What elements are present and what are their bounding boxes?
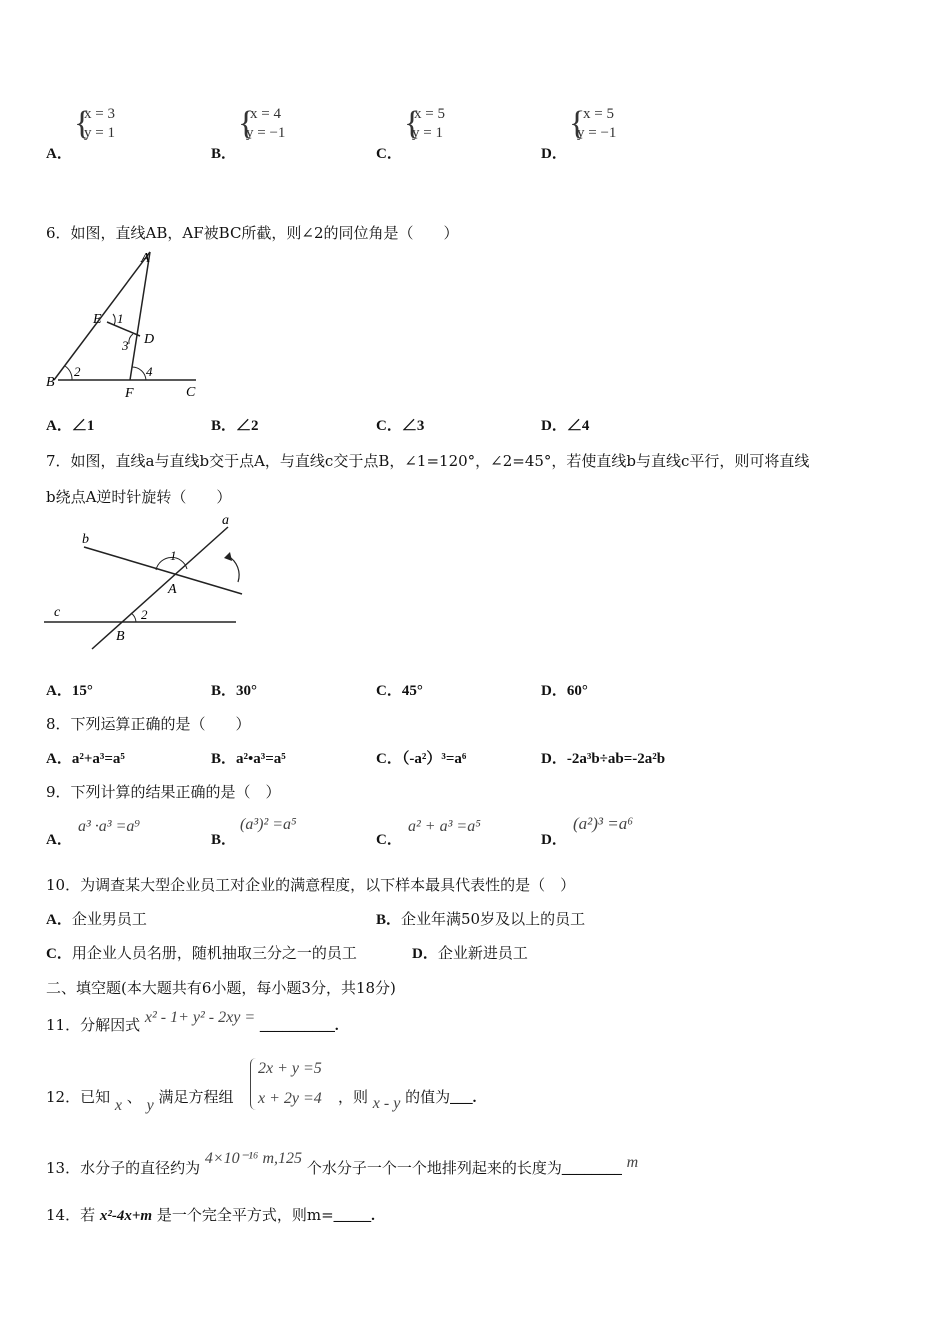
q12-suffix: 的值为 xyxy=(405,1088,451,1106)
option-text: ∠2 xyxy=(236,418,259,434)
q13-unit: m xyxy=(626,1154,639,1171)
q7-figure xyxy=(44,512,244,652)
option-label: C． xyxy=(376,418,402,434)
q9-option-c-expr: a² + a³ =a⁵ xyxy=(408,818,481,835)
q10-option-d[interactable] xyxy=(412,942,528,963)
equation-line: x = 5 xyxy=(583,106,614,122)
q12-system xyxy=(250,1054,345,1114)
q8-option-d[interactable] xyxy=(541,747,665,768)
option-text: 15° xyxy=(71,683,93,699)
equation-line: x = 3 xyxy=(84,106,115,122)
q5-option-a-system xyxy=(74,104,134,146)
option-label: B． xyxy=(211,832,237,848)
option-text: -2a³b÷ab=-2a²b xyxy=(566,751,666,767)
option-label: D． xyxy=(541,418,567,434)
point-c-label: C xyxy=(186,385,196,400)
option-label: D． xyxy=(412,946,438,962)
q11 xyxy=(46,1009,339,1035)
q14-prefix: 14．若 xyxy=(46,1206,96,1224)
q8-stem: 8．下列运算正确的是（ ） xyxy=(46,715,251,733)
q14-end: . xyxy=(371,1208,375,1224)
q13-prefix: 13．水分子的直径约为 xyxy=(46,1159,201,1177)
option-label: D． xyxy=(541,146,567,162)
q13 xyxy=(46,1150,639,1178)
arrow-head-icon xyxy=(224,552,232,561)
option-text: 用企业人员名册，随机抽取三分之一的员工 xyxy=(71,944,357,962)
line-a-label: a xyxy=(222,513,229,528)
q9-option-b-expr: (a³)² =a⁵ xyxy=(240,816,297,833)
equation-line: y = 1 xyxy=(412,125,443,141)
q12-var-y: y xyxy=(146,1097,154,1114)
q14-expr: x²-4x+m xyxy=(99,1208,153,1224)
option-label: A． xyxy=(46,751,72,767)
point-b-label: B xyxy=(46,375,55,390)
angle-1-arc xyxy=(113,314,115,325)
q9-option-d[interactable] xyxy=(541,828,567,849)
q5-option-d[interactable] xyxy=(541,142,567,163)
angle-4-label: 4 xyxy=(146,364,153,379)
q11-prefix: 11．分解因式 xyxy=(46,1016,141,1034)
q5-option-c[interactable] xyxy=(376,142,402,163)
q12-end: . xyxy=(472,1090,477,1106)
q8-option-c[interactable] xyxy=(376,747,466,768)
option-label: D． xyxy=(541,683,567,699)
line-c-label: c xyxy=(54,605,61,620)
q12-var-x: x xyxy=(114,1097,122,1114)
option-label: B． xyxy=(211,751,237,767)
q9-option-b[interactable] xyxy=(211,828,236,849)
q13-mid: 个水分子一个一个地排列起来的长度为 xyxy=(306,1159,562,1177)
equation-line: y = 1 xyxy=(84,125,115,141)
option-label: B． xyxy=(211,418,237,434)
q10-option-b[interactable] xyxy=(376,908,585,929)
option-label: C． xyxy=(376,683,402,699)
option-label: A． xyxy=(46,418,72,434)
line-a xyxy=(92,527,228,649)
option-label: C． xyxy=(376,146,402,162)
point-e-label: E xyxy=(93,312,102,327)
q7-stem-line2: b绕点A逆时针旋转（ ） xyxy=(46,488,232,506)
line-ab xyxy=(54,252,150,380)
q10-option-c[interactable] xyxy=(46,942,357,963)
line-af xyxy=(130,252,150,380)
angle-2-label: 2 xyxy=(141,607,148,622)
q7-option-d[interactable] xyxy=(541,679,588,700)
q9-option-a-expr: a³ ·a³ =a⁹ xyxy=(78,818,140,835)
section-heading: 二、填空题(本大题共有6小题，每小题3分，共18分) xyxy=(46,979,396,997)
q9-stem: 9．下列计算的结果正确的是（ ） xyxy=(46,783,281,801)
option-text: ∠4 xyxy=(566,418,590,434)
option-text: 企业年满50岁及以上的员工 xyxy=(401,910,586,928)
q12-eq1: 2x + y =5 xyxy=(258,1060,322,1077)
angle-2-arc xyxy=(131,613,136,622)
option-label: C． xyxy=(376,751,402,767)
point-a-label: A xyxy=(141,251,150,266)
equation-line: y = −1 xyxy=(577,125,617,141)
q6-option-c[interactable] xyxy=(376,414,424,435)
point-b-label: B xyxy=(116,629,125,644)
point-d-label: D xyxy=(144,332,155,347)
q14 xyxy=(46,1204,375,1225)
q12-target: x - y xyxy=(372,1095,401,1112)
angle-4-arc xyxy=(132,367,146,380)
point-f-label: F xyxy=(125,386,134,401)
q10-stem: 10．为调查某大型企业员工对企业的满意程度，以下样本最具代表性的是（ ） xyxy=(46,876,576,894)
option-label: B． xyxy=(376,912,402,928)
q12-eq2: x + 2y =4 xyxy=(258,1090,322,1107)
option-text: a²•a³=a⁵ xyxy=(236,751,286,767)
q12-comma: ，则 xyxy=(338,1088,369,1106)
line-b xyxy=(84,547,242,594)
option-label: C． xyxy=(46,946,72,962)
angle-1-label: 1 xyxy=(170,548,177,563)
q12-tail xyxy=(338,1086,477,1112)
option-text: 企业男员工 xyxy=(71,910,147,928)
option-label: D． xyxy=(541,832,567,848)
q12 xyxy=(46,1086,234,1114)
q7-stem-line1: 7．如图，直线a与直线b交于点A，与直线c交于点B，∠1=120°，∠2=45°，若使直线b与直线c平行，则可将直线 xyxy=(46,452,810,470)
option-label: B． xyxy=(211,146,237,162)
option-label: D． xyxy=(541,751,567,767)
q7-option-a[interactable] xyxy=(46,679,93,700)
q13-expr: 4×10⁻¹⁶ m,125 xyxy=(204,1150,303,1167)
line-b-label: b xyxy=(82,532,89,547)
angle-2-label: 2 xyxy=(74,364,81,379)
brace-icon: { xyxy=(238,105,255,142)
q12-prefix: 12．已知 xyxy=(46,1088,111,1106)
q5-option-a[interactable] xyxy=(46,142,72,163)
brace-icon xyxy=(250,1058,256,1110)
q11-suffix: . xyxy=(334,1018,339,1034)
option-label: A． xyxy=(46,683,72,699)
q11-expr: x² - 1+ y² - 2xy = xyxy=(144,1009,256,1026)
option-text: ∠3 xyxy=(401,418,425,434)
q9-option-c[interactable] xyxy=(376,828,402,849)
angle-1-label: 1 xyxy=(117,311,124,326)
q12-mid: 满足方程组 xyxy=(158,1088,234,1106)
q9-option-d-expr: (a²)³ =a⁶ xyxy=(573,814,634,833)
q11-blank[interactable]: __________ xyxy=(259,1018,335,1034)
option-text: ∠1 xyxy=(71,418,95,434)
option-text: 企业新进员工 xyxy=(437,944,528,962)
equation-line: y = −1 xyxy=(246,125,286,141)
option-text: 60° xyxy=(566,683,588,699)
q8-option-a[interactable] xyxy=(46,747,125,768)
q14-blank[interactable]: _____ xyxy=(333,1208,372,1224)
q7-option-b[interactable] xyxy=(211,679,257,700)
q5-option-d-system xyxy=(569,104,639,146)
q5-option-b-system xyxy=(238,104,308,146)
q14-mid: 是一个完全平方式，则m= xyxy=(156,1206,334,1224)
option-text: 45° xyxy=(401,683,423,699)
option-label: A． xyxy=(46,912,72,928)
q5-option-b[interactable] xyxy=(211,142,236,163)
option-label: A． xyxy=(46,146,72,162)
angle-3-arc xyxy=(129,334,133,344)
q8-option-b[interactable] xyxy=(211,747,286,768)
q6-option-a[interactable] xyxy=(46,414,94,435)
q13-blank[interactable]: ________ xyxy=(561,1161,622,1177)
option-label: C． xyxy=(376,832,402,848)
brace-icon: { xyxy=(569,105,586,142)
q10-option-a[interactable] xyxy=(46,908,147,929)
q6-option-d[interactable] xyxy=(541,414,589,435)
q6-stem: 6．如图，直线AB，AF被BC所截，则∠2的同位角是（ ） xyxy=(46,224,459,242)
option-text: 30° xyxy=(236,683,258,699)
q7-option-c[interactable] xyxy=(376,679,423,700)
angle-3-label: 3 xyxy=(122,338,129,353)
q6-option-b[interactable] xyxy=(211,414,259,435)
option-label: A． xyxy=(46,832,72,848)
option-text: a²+a³=a⁵ xyxy=(71,751,125,767)
brace-icon: { xyxy=(404,105,421,142)
q12-sep: 、 xyxy=(126,1088,142,1106)
q9-option-a[interactable] xyxy=(46,828,72,849)
q6-figure xyxy=(44,250,204,402)
option-text: （-a²）³=a⁶ xyxy=(401,751,467,767)
equation-line: x = 4 xyxy=(250,106,281,122)
angle-2-arc xyxy=(65,366,72,380)
brace-icon: { xyxy=(74,105,91,142)
point-a-label: A xyxy=(168,582,177,597)
line-ed xyxy=(107,322,140,336)
equation-line: x = 5 xyxy=(414,106,445,122)
q5-option-c-system xyxy=(404,104,464,146)
q12-blank[interactable]: ___ xyxy=(450,1090,473,1106)
option-label: B． xyxy=(211,683,237,699)
